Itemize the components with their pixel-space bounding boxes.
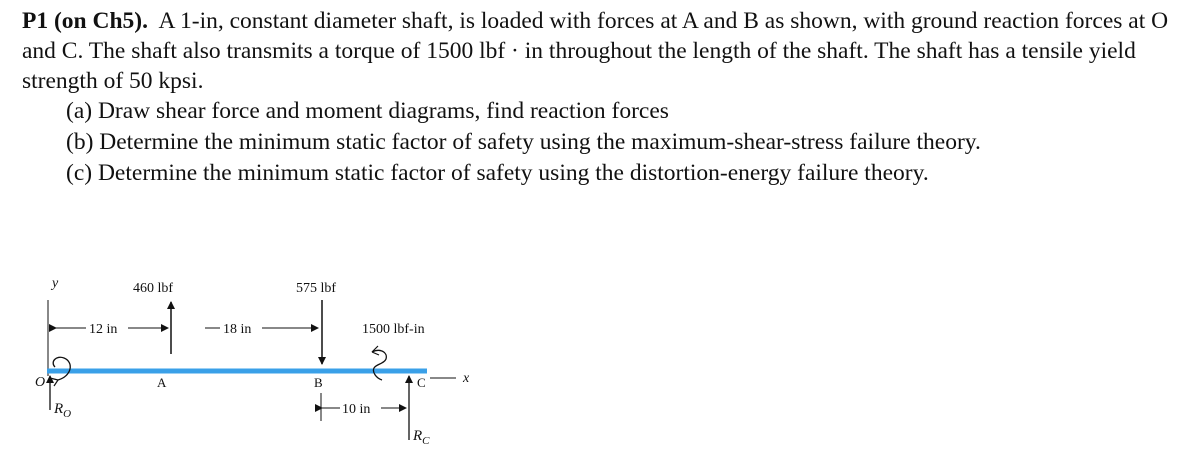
problem-text [22,6,1172,189]
reaction-o-label: $R_O$ [54,401,72,420]
point-a-label: A [157,375,167,390]
problem-id: P1 (on Ch5). [22,8,148,34]
part-b: (b) Determine the minimum static factor of safety using the maximum-shear-stress failure theory. [66,129,981,155]
dim-bc-label: 10 in [342,402,371,417]
problem-statement [22,6,1172,96]
shaft-diagram [0,270,520,451]
force-a-label: 460 lbf [133,281,174,296]
torque-label: 1500 lbf-in [362,322,425,337]
origin-label: O [35,375,46,390]
point-b-label: B [314,375,323,390]
problem-parts [22,96,1172,189]
dim-oa-label: 12 in [89,322,118,337]
problem-body: A 1-in, constant diameter shaft, is loaded with forces at A and B as shown, with ground reaction forces at O and C. The shaft also transmits a torque of 1500 lbf · in throughout the length of the shaft. The shaft has a tensile yield strength of 50 kpsi. [22,8,1169,94]
force-b-label: 575 lbf [296,281,337,296]
part-c: (c) Determine the minimum static factor of safety using the distortion-energy failure theory. [66,160,929,186]
reaction-c-label: $R_C$ [413,428,430,447]
x-axis-label: x [463,371,470,386]
y-axis-label: y [52,276,59,291]
torque-c-icon [372,350,386,380]
part-a: (a) Draw shear force and moment diagrams, find reaction forces [66,98,669,124]
dim-ab-label: 18 in [223,322,252,337]
point-c-label: C [417,375,426,390]
